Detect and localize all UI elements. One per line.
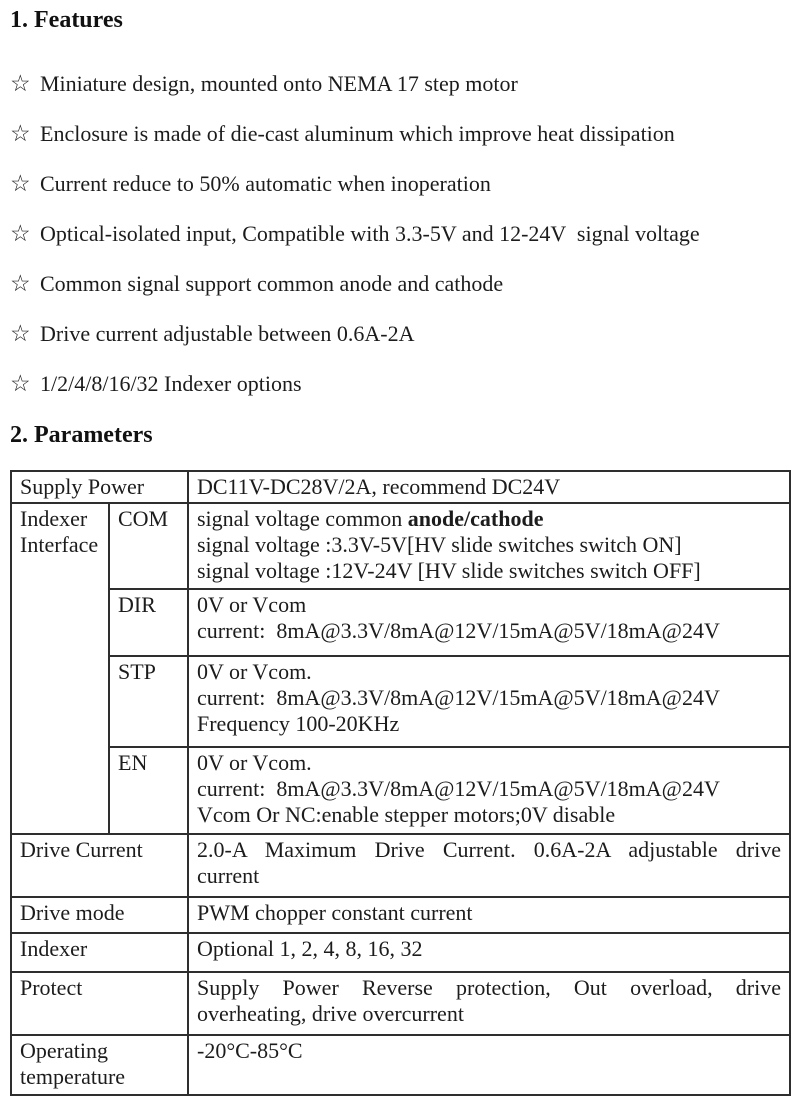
feature-item xyxy=(10,221,790,246)
star-icon: ☆ xyxy=(10,221,31,246)
drive-current-label: Drive Current xyxy=(11,834,188,897)
supply-power-value: DC11V-DC28V/2A, recommend DC24V xyxy=(188,471,790,503)
star-icon: ☆ xyxy=(10,371,31,396)
feature-text: 1/2/4/8/16/32 Indexer options xyxy=(40,371,302,396)
operating-temperature-row xyxy=(11,1035,790,1095)
indexer-label: Indexer xyxy=(11,933,188,972)
operating-temperature-value: -20°C-85°C xyxy=(188,1035,790,1095)
supply-power-label: Supply Power xyxy=(11,471,188,503)
stp-row xyxy=(11,656,790,747)
features-list xyxy=(10,71,790,396)
dir-value xyxy=(188,589,790,656)
drive-current-value-line-1: 2.0-A Maximum Drive Current. 0.6A-2A adjustable drive xyxy=(197,837,781,862)
protect-value-line-2: overheating, drive overcurrent xyxy=(197,1001,464,1026)
dir-value-line-1: 0V or Vcom xyxy=(197,592,307,617)
protect-row xyxy=(11,972,790,1035)
drive-current-value xyxy=(188,834,790,897)
star-icon: ☆ xyxy=(10,71,31,96)
indexer-value: Optional 1, 2, 4, 8, 16, 32 xyxy=(188,933,790,972)
com-signal-label: COM xyxy=(109,503,188,589)
features-heading: 1. Features xyxy=(10,7,123,33)
drive-mode-value: PWM chopper constant current xyxy=(188,897,790,933)
feature-item xyxy=(10,321,790,346)
stp-value-line-2: current: 8mA@3.3V/8mA@12V/15mA@5V/18mA@24V xyxy=(197,685,720,710)
parameters-table xyxy=(10,470,791,1096)
com-row xyxy=(11,503,790,589)
dir-signal-label: DIR xyxy=(109,589,188,656)
en-value-line-1: 0V or Vcom. xyxy=(197,750,312,775)
com-value-line-3: signal voltage :12V-24V [HV slide switches switch OFF] xyxy=(197,558,701,583)
feature-text: Enclosure is made of die-cast aluminum which improve heat dissipation xyxy=(40,121,675,146)
operating-temperature-label: Operating temperature xyxy=(11,1035,188,1095)
indexer-row xyxy=(11,933,790,972)
dir-value-line-2: current: 8mA@3.3V/8mA@12V/15mA@5V/18mA@24V xyxy=(197,618,720,643)
en-value-line-2: current: 8mA@3.3V/8mA@12V/15mA@5V/18mA@24V xyxy=(197,776,720,801)
com-value-line-2: signal voltage :3.3V-5V[HV slide switches switch ON] xyxy=(197,532,682,557)
star-icon: ☆ xyxy=(10,321,31,346)
indexer-interface-label: Indexer Interface xyxy=(11,503,109,834)
parameters-heading: 2. Parameters xyxy=(10,422,153,448)
feature-text: Optical-isolated input, Compatible with 3.3-5V and 12-24V signal voltage xyxy=(40,221,700,246)
en-signal-label: EN xyxy=(109,747,188,834)
drive-mode-row xyxy=(11,897,790,933)
feature-item xyxy=(10,121,790,146)
dir-row xyxy=(11,589,790,656)
com-value xyxy=(188,503,790,589)
protect-label: Protect xyxy=(11,972,188,1035)
protect-value xyxy=(188,972,790,1035)
drive-current-row xyxy=(11,834,790,897)
en-row xyxy=(11,747,790,834)
feature-item xyxy=(10,71,790,96)
star-icon: ☆ xyxy=(10,271,31,296)
stp-signal-label: STP xyxy=(109,656,188,747)
en-value xyxy=(188,747,790,834)
stp-value-line-3: Frequency 100-20KHz xyxy=(197,711,400,736)
supply-power-row xyxy=(11,471,790,503)
protect-value-line-1: Supply Power Reverse protection, Out overload, drive xyxy=(197,975,781,1000)
com-line1-bold-text: anode/cathode xyxy=(407,506,544,531)
star-icon: ☆ xyxy=(10,121,31,146)
feature-item xyxy=(10,371,790,396)
feature-item xyxy=(10,171,790,196)
stp-value xyxy=(188,656,790,747)
star-icon: ☆ xyxy=(10,171,31,196)
feature-item xyxy=(10,271,790,296)
stp-value-line-1: 0V or Vcom. xyxy=(197,659,312,684)
com-line1-text: signal voltage common xyxy=(197,506,408,531)
drive-mode-label: Drive mode xyxy=(11,897,188,933)
feature-text: Miniature design, mounted onto NEMA 17 step motor xyxy=(40,71,518,96)
feature-text: Current reduce to 50% automatic when inoperation xyxy=(40,171,491,196)
feature-text: Drive current adjustable between 0.6A-2A xyxy=(40,321,415,346)
drive-current-value-line-2: current xyxy=(197,863,260,888)
en-value-line-3: Vcom Or NC:enable stepper motors;0V disable xyxy=(197,802,616,827)
com-value-line-1 xyxy=(197,506,781,532)
feature-text: Common signal support common anode and cathode xyxy=(40,271,504,296)
